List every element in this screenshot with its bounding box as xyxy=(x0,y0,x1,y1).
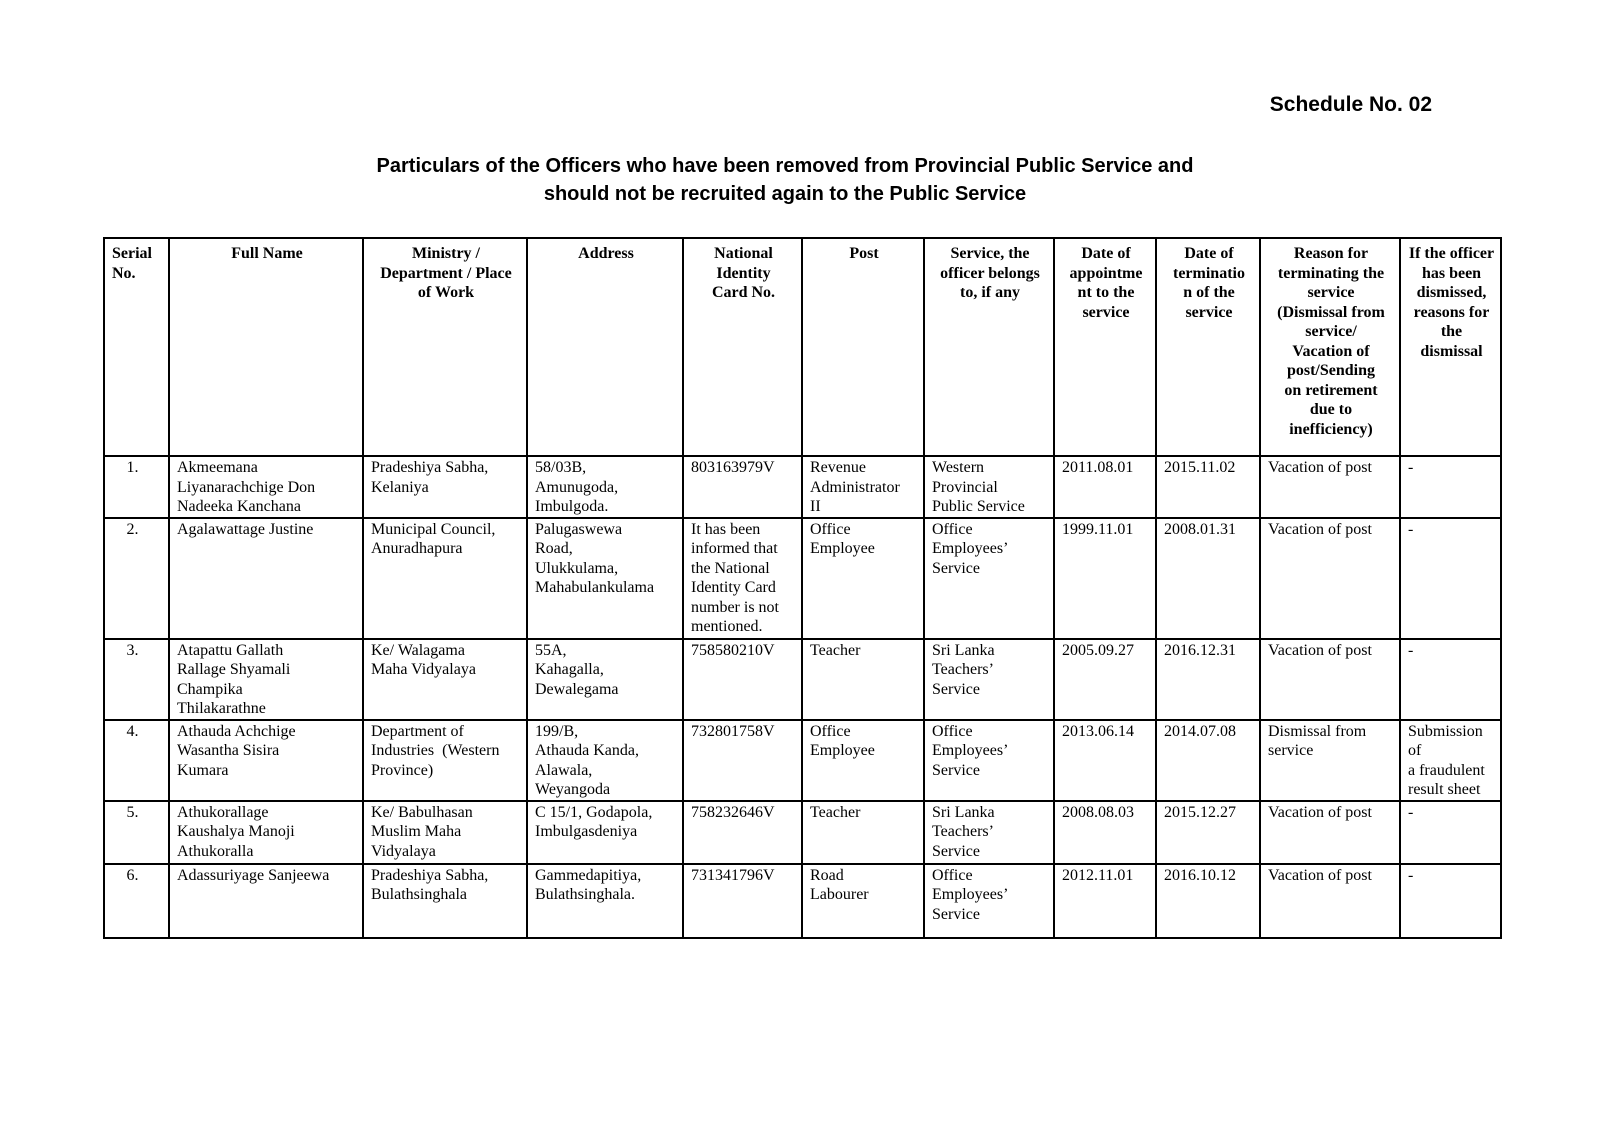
cell-date-appointment: 2012.11.01 xyxy=(1054,864,1156,938)
cell-address: 199/B, Athauda Kanda, Alawala, Weyangoda xyxy=(527,720,683,801)
cell-post: Road Labourer xyxy=(802,864,924,938)
cell-date-termination: 2016.10.12 xyxy=(1156,864,1260,938)
cell-ministry: Pradeshiya Sabha, Kelaniya xyxy=(363,456,527,518)
header-date-termination: Date of terminatio n of the service xyxy=(1156,238,1260,456)
cell-address: 58/03B, Amunugoda, Imbulgoda. xyxy=(527,456,683,518)
cell-address: 55A, Kahagalla, Dewalegama xyxy=(527,639,683,720)
cell-service: Western Provincial Public Service xyxy=(924,456,1054,518)
cell-serial: 2. xyxy=(104,518,169,639)
cell-full-name: Athauda Achchige Wasantha Sisira Kumara xyxy=(169,720,363,801)
cell-date-termination: 2015.12.27 xyxy=(1156,801,1260,864)
cell-full-name: Agalawattage Justine xyxy=(169,518,363,639)
header-address: Address xyxy=(527,238,683,456)
cell-nic: 732801758V xyxy=(683,720,802,801)
cell-dismissal-reason: - xyxy=(1400,639,1501,720)
cell-ministry: Pradeshiya Sabha, Bulathsinghala xyxy=(363,864,527,938)
header-nic: National Identity Card No. xyxy=(683,238,802,456)
cell-serial: 1. xyxy=(104,456,169,518)
cell-post: Teacher xyxy=(802,639,924,720)
cell-nic: 758232646V xyxy=(683,801,802,864)
cell-post: Revenue Administrator II xyxy=(802,456,924,518)
table-row xyxy=(104,720,1501,801)
cell-date-termination: 2008.01.31 xyxy=(1156,518,1260,639)
cell-serial: 6. xyxy=(104,864,169,938)
cell-serial: 3. xyxy=(104,639,169,720)
cell-date-termination: 2016.12.31 xyxy=(1156,639,1260,720)
cell-post: Office Employee xyxy=(802,720,924,801)
cell-reason: Vacation of post xyxy=(1260,456,1400,518)
cell-dismissal-reason: - xyxy=(1400,864,1501,938)
cell-date-termination: 2015.11.02 xyxy=(1156,456,1260,518)
header-service: Service, the officer belongs to, if any xyxy=(924,238,1054,456)
table-row xyxy=(104,864,1501,938)
cell-address: Palugaswewa Road, Ulukkulama, Mahabulankulama xyxy=(527,518,683,639)
table-row xyxy=(104,639,1501,720)
cell-nic: 731341796V xyxy=(683,864,802,938)
cell-date-appointment: 2008.08.03 xyxy=(1054,801,1156,864)
cell-reason: Vacation of post xyxy=(1260,864,1400,938)
cell-post: Teacher xyxy=(802,801,924,864)
cell-date-appointment: 2005.09.27 xyxy=(1054,639,1156,720)
cell-ministry: Ke/ Babulhasan Muslim Maha Vidyalaya xyxy=(363,801,527,864)
header-ministry: Ministry / Department / Place of Work xyxy=(363,238,527,456)
removed-officers-table xyxy=(103,237,1502,939)
cell-date-termination: 2014.07.08 xyxy=(1156,720,1260,801)
cell-address: C 15/1, Godapola, Imbulgasdeniya xyxy=(527,801,683,864)
table-row xyxy=(104,456,1501,518)
cell-dismissal-reason: - xyxy=(1400,518,1501,639)
cell-full-name: Athukorallage Kaushalya Manoji Athukoralla xyxy=(169,801,363,864)
header-full-name: Full Name xyxy=(169,238,363,456)
cell-nic: It has been informed that the National Identity Card number is not mentioned. xyxy=(683,518,802,639)
cell-ministry: Municipal Council, Anuradhapura xyxy=(363,518,527,639)
schedule-number: Schedule No. 02 xyxy=(1269,93,1432,116)
table-row xyxy=(104,801,1501,864)
header-serial-no: Serial No. xyxy=(104,238,169,456)
page-title: Particulars of the Officers who have been removed from Provincial Public Service and should not be recruited again to the Public Service xyxy=(376,155,1194,205)
cell-ministry: Department of Industries (Western Province) xyxy=(363,720,527,801)
cell-post: Office Employee xyxy=(802,518,924,639)
header-dismissal-reason: If the officer has been dismissed, reasons for the dismissal xyxy=(1400,238,1501,456)
cell-full-name: Adassuriyage Sanjeewa xyxy=(169,864,363,938)
header-date-appointment: Date of appointme nt to the service xyxy=(1054,238,1156,456)
cell-ministry: Ke/ Walagama Maha Vidyalaya xyxy=(363,639,527,720)
cell-full-name: Akmeemana Liyanarachchige Don Nadeeka Kanchana xyxy=(169,456,363,518)
cell-reason: Vacation of post xyxy=(1260,639,1400,720)
cell-reason: Dismissal from service xyxy=(1260,720,1400,801)
cell-nic: 803163979V xyxy=(683,456,802,518)
cell-full-name: Atapattu Gallath Rallage Shyamali Champika Thilakarathne xyxy=(169,639,363,720)
cell-date-appointment: 2011.08.01 xyxy=(1054,456,1156,518)
table-header-row xyxy=(104,238,1501,456)
cell-nic: 758580210V xyxy=(683,639,802,720)
header-reason: Reason for terminating the service (Dismissal from service/ Vacation of post/Sending on retirement due to inefficiency) xyxy=(1260,238,1400,456)
cell-dismissal-reason: Submission of a fraudulent result sheet xyxy=(1400,720,1501,801)
cell-service: Office Employees’ Service xyxy=(924,720,1054,801)
cell-service: Office Employees’ Service xyxy=(924,518,1054,639)
cell-reason: Vacation of post xyxy=(1260,801,1400,864)
cell-service: Sri Lanka Teachers’ Service xyxy=(924,639,1054,720)
table-row xyxy=(104,518,1501,639)
cell-date-appointment: 1999.11.01 xyxy=(1054,518,1156,639)
cell-service: Sri Lanka Teachers’ Service xyxy=(924,801,1054,864)
cell-serial: 5. xyxy=(104,801,169,864)
cell-dismissal-reason: - xyxy=(1400,456,1501,518)
cell-address: Gammedapitiya, Bulathsinghala. xyxy=(527,864,683,938)
header-post: Post xyxy=(802,238,924,456)
cell-date-appointment: 2013.06.14 xyxy=(1054,720,1156,801)
cell-service: Office Employees’ Service xyxy=(924,864,1054,938)
cell-dismissal-reason: - xyxy=(1400,801,1501,864)
cell-serial: 4. xyxy=(104,720,169,801)
cell-reason: Vacation of post xyxy=(1260,518,1400,639)
